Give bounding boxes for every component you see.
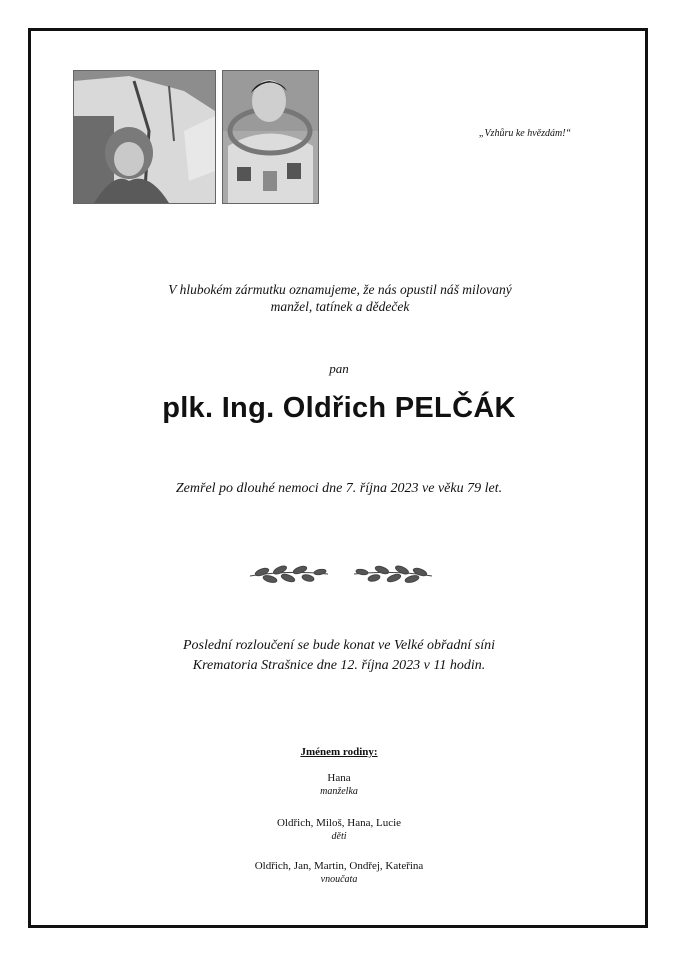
deceased-name: plk. Ing. Oldřich PELČÁK [162,392,516,424]
intro-line: manžel, tatínek a dědeček [270,299,410,314]
family-group-grandchildren [0,860,678,886]
laurel-branches-icon [248,560,434,588]
intro-line: V hlubokém zármutku oznamujeme, že nás opustil náš milovaný [168,282,512,297]
family-role: manželka [320,786,358,797]
family-role: děti [331,831,347,842]
death-statement: Zemřel po dlouhé nemoci dne 7. října 2023 ve věku 79 let. [175,481,503,496]
family-names: Hana [327,772,351,784]
announcement-intro [110,281,570,315]
motto-quote: „Vzhůru ke hvězdám!“ [478,128,572,139]
family-role: vnoučata [320,874,358,885]
honorific: pan [329,361,349,376]
funeral-details [100,636,578,676]
family-names: Oldřich, Jan, Martin, Ondřej, Kateřina [254,860,424,872]
family-group-children [0,817,678,843]
family-names: Oldřich, Miloš, Hana, Lucie [276,817,402,829]
cosmonaut-portrait-photo [222,70,319,204]
pilot-in-cockpit-photo [73,70,216,204]
funeral-line: Krematoria Strašnice dne 12. října 2023 v 11 hodin. [192,658,486,673]
funeral-line: Poslední rozloučení se bude konat ve Velké obřadní síni [182,638,496,653]
family-group-wife [0,772,678,798]
family-heading: Jménem rodiny: [300,746,378,758]
